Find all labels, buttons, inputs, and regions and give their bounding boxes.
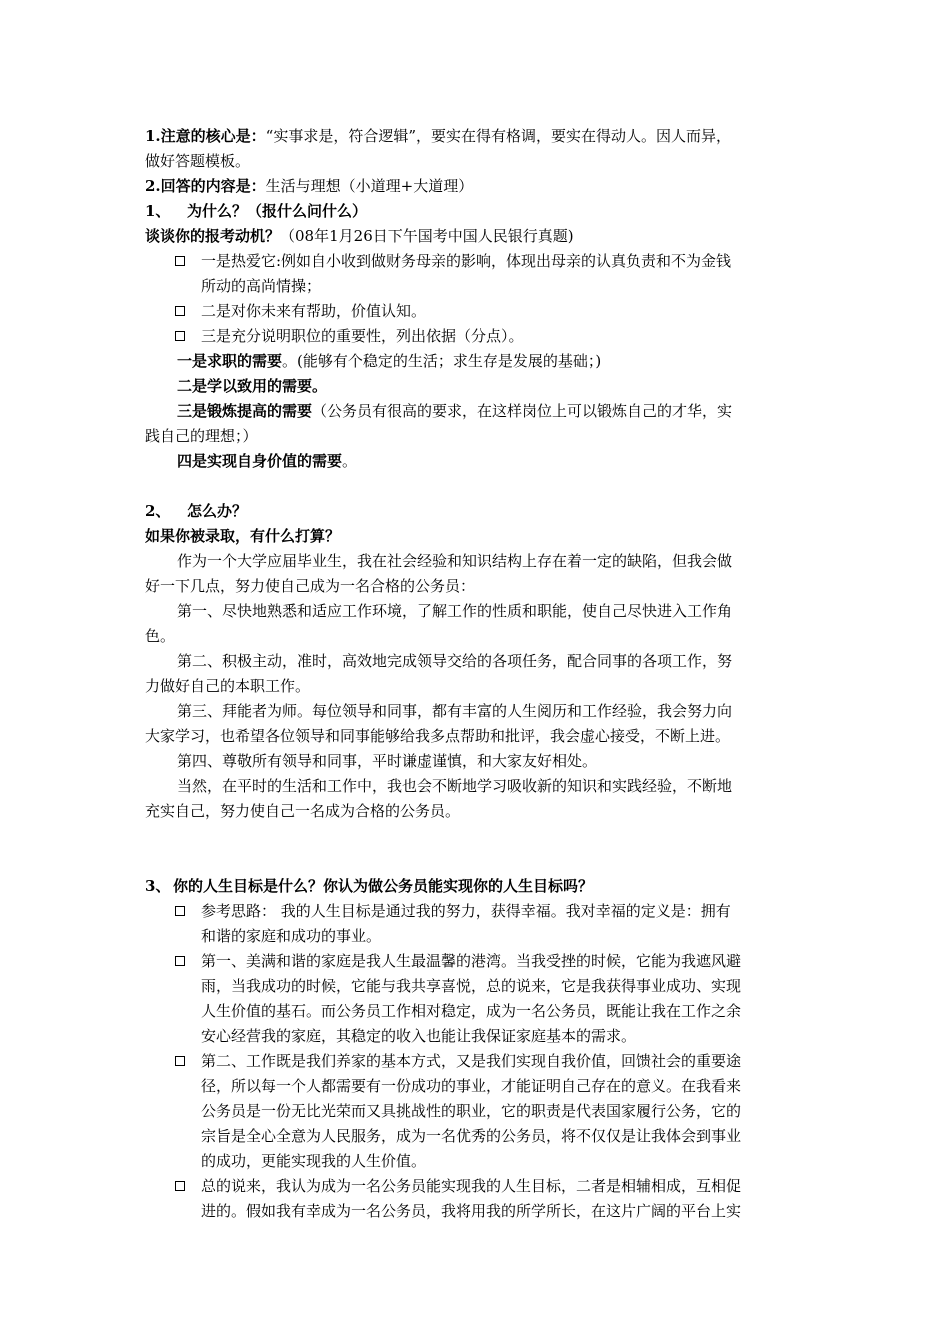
paragraph (145, 649, 810, 699)
paragraph-line: 力做好自己的本职工作。 (145, 677, 311, 695)
checkbox-bullet-icon (175, 1056, 185, 1066)
list-item-line: 和谐的家庭和成功的事业。 (201, 927, 382, 945)
paragraph-line: 第二、积极主动，准时，高效地完成领导交给的各项任务，配合同事的各项工作，努 (177, 652, 733, 670)
paragraph-line: 好一下几点，努力使自己成为一名合格的公务员： (145, 577, 476, 595)
heading-1-title: 为什么？（报什么问什么） (187, 202, 368, 220)
heading-2 (145, 499, 810, 524)
list-item-line: 雨，当我成功的时候，它能与我共享喜悦，总的说来，它是我获得事业成功、实现 (201, 977, 742, 995)
list-item-line: 径，所以每一个人都需要有一份成功的事业，才能证明自己存在的意义。在我看来 (201, 1077, 742, 1095)
list-item (145, 949, 810, 1049)
heading-2-title: 怎么办？ (187, 502, 248, 520)
checkbox-bullet-icon (175, 1181, 185, 1191)
list-item (145, 324, 810, 349)
paragraph-line: 大家学习，也希望各位领导和同事能够给我多点帮助和批评，我会虚心接受，不断上进。 (145, 727, 731, 745)
list-item-line: 一是热爱它:例如自小收到做财务母亲的影响，体现出母亲的认真负责和不为金钱 (201, 252, 732, 270)
paragraph (145, 599, 810, 649)
heading-1-number: 1、 (145, 202, 171, 220)
paragraph (145, 549, 810, 599)
heading-3 (145, 874, 810, 899)
list-item (145, 249, 810, 299)
list-item-line: 第二、工作既是我们养家的基本方式，又是我们实现自我价值，回馈社会的重要途 (201, 1052, 742, 1070)
point-4-text: 。 (342, 452, 358, 470)
heading-1 (145, 199, 810, 224)
list-item-line: 二是对你未来有帮助，价值认知。 (201, 302, 427, 320)
spacer (145, 824, 810, 874)
list-item-line: 公务员是一份无比光荣而又具挑战性的职业，它的职责是代表国家履行公务，它的 (201, 1102, 742, 1120)
paragraph-line: 作为一个大学应届毕业生，我在社会经验和知识结构上存在着一定的缺陷，但我会做 (177, 552, 733, 570)
paragraph-line: 充实自己，努力使自己一名成为合格的公务员。 (145, 802, 461, 820)
point-3-continuation: 践自己的理想；） (145, 427, 258, 445)
section-1-label: 1.注意的核心是： (145, 127, 266, 145)
paragraph-line: 第三、拜能者为师。每位领导和同事，都有丰富的人生阅历和工作经验，我会努力向 (177, 702, 733, 720)
list-item (145, 899, 810, 949)
paragraph (145, 699, 810, 749)
section-1-continuation: 做好答题模板。 (145, 152, 251, 170)
paragraph-line: 第一、尽快地熟悉和适应工作环境，了解工作的性质和职能，使自己尽快进入工作角 (177, 602, 733, 620)
point-4 (145, 449, 810, 474)
heading-2-number: 2、 (145, 502, 171, 520)
heading-3-title: 你的人生目标是什么？你认为做公务员能实现你的人生目标吗？ (173, 877, 594, 895)
heading-3-number: 3、 (145, 877, 171, 895)
list-item-line: 人生价值的基石。而公务员工作相对稳定，成为一名公务员，既能让我在工作之余 (201, 1002, 742, 1020)
checkbox-bullet-icon (175, 306, 185, 316)
paragraph-line: 第四、尊敬所有领导和同事，平时谦虚谨慎，和大家友好相处。 (177, 752, 598, 770)
list-item-line: 三是充分说明职位的重要性，列出依据（分点）。 (201, 327, 524, 345)
question-2-label: 如果你被录取，有什么打算？ (145, 527, 341, 545)
paragraph (145, 749, 810, 774)
list-item-line: 进的。假如我有幸成为一名公务员，我将用我的所学所长，在这片广阔的平台上实 (201, 1202, 742, 1220)
point-1-text: 。(能够有个稳定的生活；求生存是发展的基础；) (282, 352, 602, 370)
list-item-line: 宗旨是全心全意为人民服务，成为一名优秀的公务员，将不仅仅是让我体会到事业 (201, 1127, 742, 1145)
question-1-source: （08年1月26日下午国考中国人民银行真题) (280, 227, 574, 245)
list-item-line: 第一、美满和谐的家庭是我人生最温馨的港湾。当我受挫的时候，它能为我遮风避 (201, 952, 742, 970)
checkbox-bullet-icon (175, 331, 185, 341)
point-2 (145, 374, 810, 399)
question-1-label: 谈谈你的报考动机？ (145, 227, 281, 245)
paragraph-line: 当然，在平时的生活和工作中，我也会不断地学习吸收新的知识和实践经验，不断地 (177, 777, 733, 795)
paragraph-line: 色。 (145, 627, 176, 645)
section-2-text: 生活与理想（小道理+大道理） (265, 177, 474, 195)
spacer (145, 474, 810, 499)
point-1 (145, 349, 810, 374)
list-item-line: 的成功，更能实现我的人生价值。 (201, 1152, 427, 1170)
point-1-bold: 一是求职的需要 (177, 352, 283, 370)
paragraph (145, 774, 810, 824)
list-item-line: 安心经营我的家庭，其稳定的收入也能让我保证家庭基本的需求。 (201, 1027, 637, 1045)
list-item (145, 1049, 810, 1174)
point-4-bold: 四是实现自身价值的需要 (177, 452, 343, 470)
list-item-line: 总的说来，我认为成为一名公务员能实现我的人生目标，二者是相辅相成，互相促 (201, 1177, 742, 1195)
section-1-text: “实事求是，符合逻辑”，要实在得有格调，要实在得动人。因人而异， (265, 127, 732, 145)
checkbox-bullet-icon (175, 906, 185, 916)
section-2-line (145, 174, 810, 199)
list-item (145, 299, 810, 324)
checkbox-bullet-icon (175, 956, 185, 966)
point-3-bold: 三是锻炼提高的需要 (177, 402, 313, 420)
list-item-line: 所动的高尚情操； (201, 277, 322, 295)
point-3-text: （公务员有很高的要求，在这样岗位上可以锻炼自己的才华，实 (312, 402, 733, 420)
question-1 (145, 224, 810, 249)
list-item-line: 参考思路： 我的人生目标是通过我的努力，获得幸福。我对幸福的定义是：拥有 (201, 902, 731, 920)
point-2-bold: 二是学以致用的需要。 (177, 377, 328, 395)
section-2-label: 2.回答的内容是： (145, 177, 266, 195)
list-item (145, 1174, 810, 1224)
point-3 (145, 399, 810, 424)
section-1-line (145, 124, 810, 149)
checkbox-bullet-icon (175, 256, 185, 266)
